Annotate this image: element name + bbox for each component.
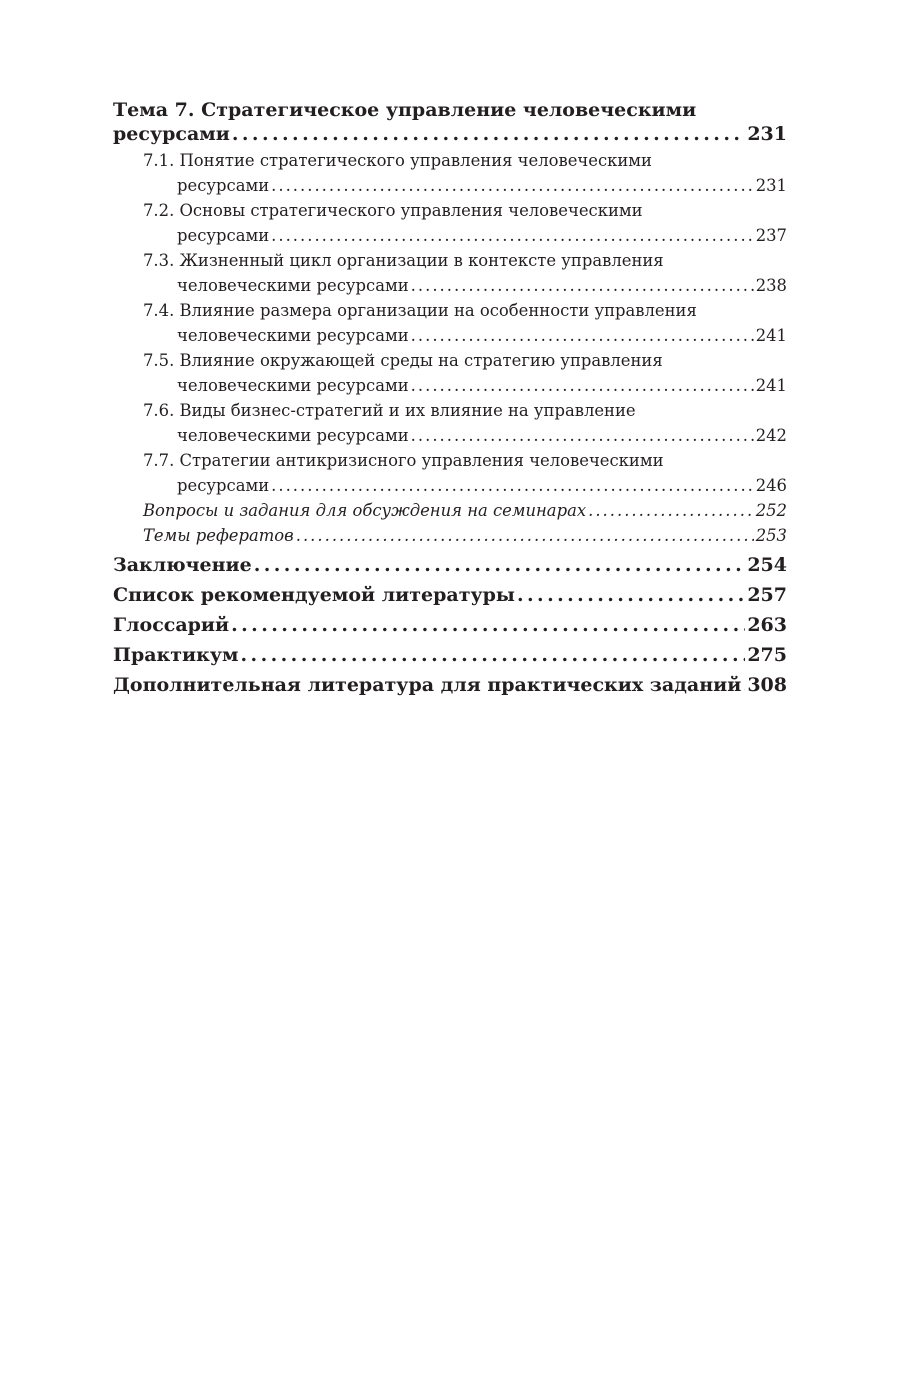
glossary-page-number: 263: [747, 614, 787, 636]
additional-literature-label: Дополнительная литература для практических заданий: [113, 674, 742, 696]
toc-practicum[interactable]: [113, 640, 787, 670]
dot-leader: [411, 423, 754, 448]
subsection-title-tail: человеческими ресурсами: [177, 326, 409, 345]
subsection-title: 7.7. Стратегии антикризисного управления человеческими: [143, 451, 664, 470]
toc-essay-topics[interactable]: [113, 523, 787, 548]
subsection-title: 7.1. Понятие стратегического управления человеческими: [143, 151, 652, 170]
practicum-page-number: 275: [747, 644, 787, 666]
toc-recommended-literature[interactable]: [113, 580, 787, 610]
dot-leader: [743, 670, 745, 700]
dot-leader: [296, 523, 754, 548]
toc-seminar-questions[interactable]: [113, 498, 787, 523]
toc-topic-7[interactable]: [113, 98, 787, 146]
toc-subsection-7-3[interactable]: [113, 248, 787, 298]
dot-leader: [241, 640, 746, 670]
subsection-title-tail: ресурсами: [177, 226, 270, 245]
conclusion-page-number: 254: [747, 554, 787, 576]
recommended-literature-label: Список рекомендуемой литературы: [113, 584, 515, 606]
dot-leader: [231, 610, 745, 640]
glossary-label: Глоссарий: [113, 614, 230, 636]
essay-topics-page-number: 253: [755, 526, 787, 545]
subsection-title-cont: [143, 373, 787, 398]
seminar-questions-page-number: 252: [755, 501, 787, 520]
dot-leader: [254, 550, 746, 580]
toc-subsection-7-1[interactable]: [113, 148, 787, 198]
toc-conclusion[interactable]: [113, 550, 787, 580]
toc-glossary[interactable]: [113, 610, 787, 640]
subsection-page-number: 241: [755, 376, 787, 395]
subsection-title: 7.4. Влияние размера организации на особенности управления: [143, 301, 697, 320]
topic-page-number: 231: [747, 123, 787, 145]
subsection-page-number: 242: [755, 426, 787, 445]
topic-title-line2: [113, 122, 787, 146]
topic-title-line1: Тема 7. Стратегическое управление человеческими: [113, 99, 697, 121]
subsection-title-cont: [143, 173, 787, 198]
subsection-page-number: 241: [755, 326, 787, 345]
practicum-label: Практикум: [113, 644, 239, 666]
recommended-literature-page-number: 257: [747, 584, 787, 606]
additional-literature-page-number: 308: [747, 674, 787, 696]
subsection-page-number: 246: [755, 476, 787, 495]
subsection-title: 7.6. Виды бизнес-стратегий и их влияние на управление: [143, 401, 636, 420]
subsection-title-cont: [143, 273, 787, 298]
subsection-title-cont: [143, 473, 787, 498]
toc-additional-literature[interactable]: [113, 670, 787, 700]
subsection-page-number: 231: [755, 176, 787, 195]
subsection-title-tail: человеческими ресурсами: [177, 276, 409, 295]
subsection-title-tail: ресурсами: [177, 476, 270, 495]
conclusion-label: Заключение: [113, 554, 252, 576]
dot-leader: [271, 223, 754, 248]
toc-subsection-7-2[interactable]: [113, 198, 787, 248]
subsection-title: 7.5. Влияние окружающей среды на стратегию управления: [143, 351, 663, 370]
subsection-title-cont: [143, 423, 787, 448]
subsection-page-number: 237: [755, 226, 787, 245]
subsection-title-cont: [143, 223, 787, 248]
dot-leader: [411, 323, 754, 348]
subsection-page-number: 238: [755, 276, 787, 295]
dot-leader: [271, 473, 754, 498]
essay-topics-label: Темы рефератов: [143, 526, 294, 545]
dot-leader: [588, 498, 754, 523]
toc-subsection-7-5[interactable]: [113, 348, 787, 398]
subsection-title-cont: [143, 323, 787, 348]
subsection-title-tail: человеческими ресурсами: [177, 426, 409, 445]
toc-subsection-7-4[interactable]: [113, 298, 787, 348]
subsection-title: 7.3. Жизненный цикл организации в контексте управления: [143, 251, 664, 270]
dot-leader: [411, 373, 754, 398]
table-of-contents: [113, 98, 787, 700]
dot-leader: [271, 173, 754, 198]
seminar-questions-label: Вопросы и задания для обсуждения на семинарах: [143, 501, 587, 520]
toc-subsection-7-7[interactable]: [113, 448, 787, 498]
subsection-title: 7.2. Основы стратегического управления человеческими: [143, 201, 643, 220]
topic-title-tail: ресурсами: [113, 123, 230, 145]
dot-leader: [517, 580, 745, 610]
subsection-title-tail: ресурсами: [177, 176, 270, 195]
dot-leader: [411, 273, 754, 298]
toc-subsection-7-6[interactable]: [113, 398, 787, 448]
dot-leader: [232, 122, 745, 146]
subsection-title-tail: человеческими ресурсами: [177, 376, 409, 395]
